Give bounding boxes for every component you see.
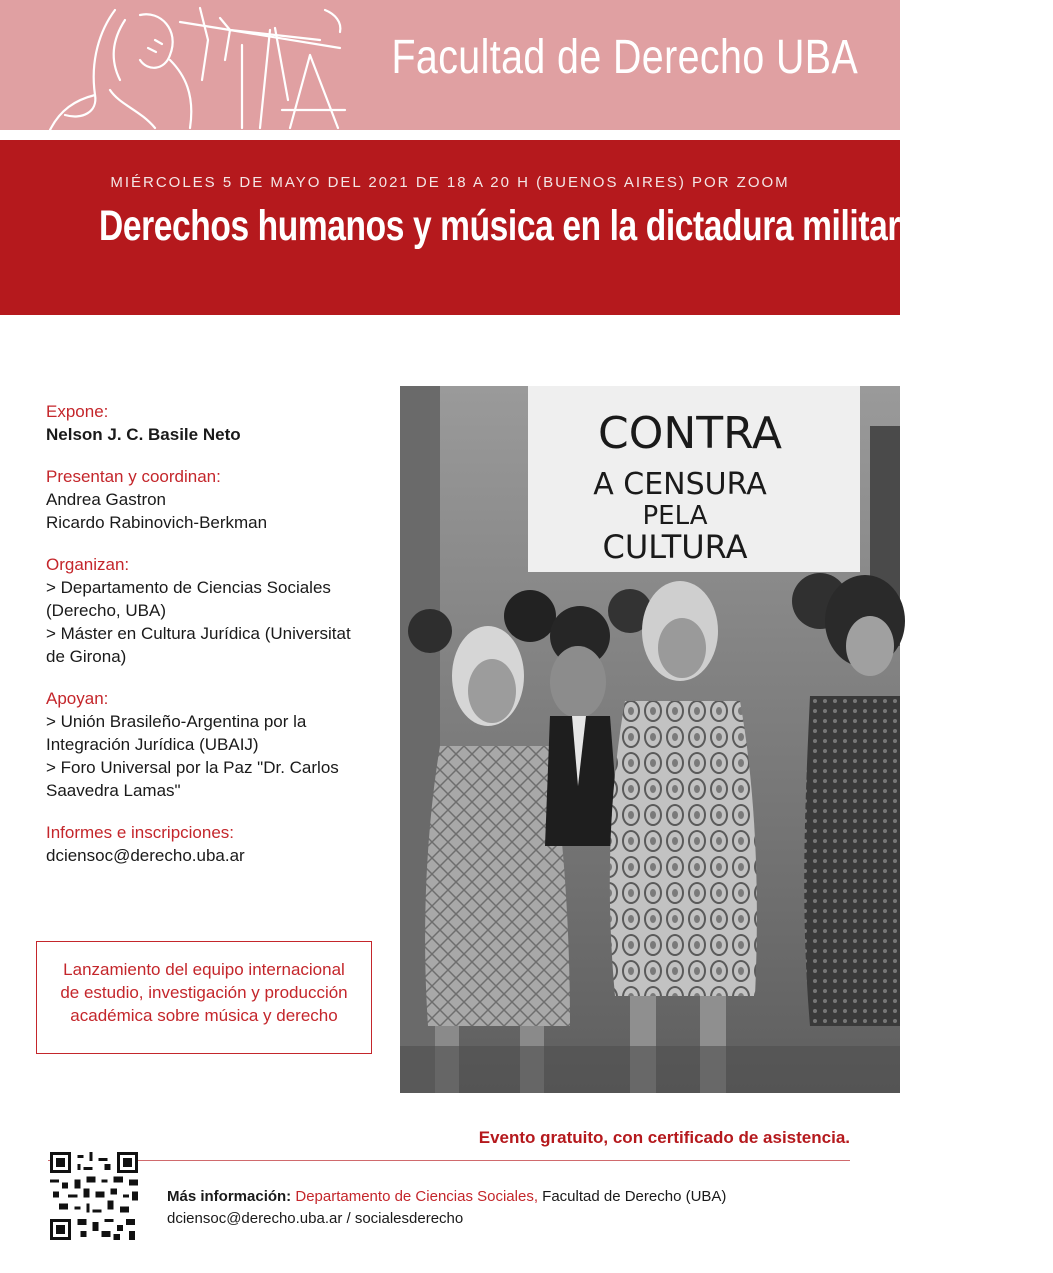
launch-line: Lanzamiento del equipo internacional	[63, 960, 345, 979]
supporters-label: Apoyan:	[46, 689, 109, 708]
speaker-name: Nelson J. C. Basile Neto	[46, 425, 241, 444]
justice-figure-logo-icon	[20, 0, 360, 130]
event-dateline: MIÉRCOLES 5 DE MAYO DEL 2021 DE 18 A 20 H (BUENOS AIRES) POR ZOOM	[110, 174, 790, 191]
sign-text-line: A CENSURA	[593, 467, 767, 502]
organizer-line: > Máster en Cultura Jurídica (Universitat	[46, 624, 351, 643]
event-title-band	[0, 140, 1053, 315]
contact-line: dciensoc@derecho.uba.ar / socialesderecho	[167, 1210, 464, 1227]
coordinator-name: Andrea Gastron	[46, 490, 167, 509]
protest-photo	[400, 386, 900, 1093]
supporter-line: > Foro Universal por la Paz "Dr. Carlos	[46, 758, 339, 777]
more-info-block	[167, 1186, 726, 1230]
coordinators-section	[46, 465, 376, 534]
sign-text-line: PELA	[642, 501, 708, 531]
organizers-section	[46, 553, 376, 668]
organizer-line: (Derecho, UBA)	[46, 601, 166, 620]
sign-text-line: CULTURA	[602, 528, 748, 566]
registration-section	[46, 821, 376, 867]
speaker-label: Expone:	[46, 402, 109, 421]
faculty-title: Facultad de Derecho UBA	[391, 31, 858, 84]
registration-email: dciensoc@derecho.uba.ar	[46, 846, 245, 865]
supporters-section	[46, 687, 376, 802]
launch-line: académica sobre música y derecho	[70, 1006, 338, 1025]
more-info-line	[167, 1186, 726, 1208]
coordinators-label: Presentan y coordinan:	[46, 467, 221, 486]
protest-photo-image	[400, 386, 900, 1093]
free-event-note: Evento gratuito, con certificado de asistencia.	[478, 1128, 850, 1147]
coordinator-name: Ricardo Rabinovich-Berkman	[46, 513, 268, 532]
supporter-line: > Unión Brasileño-Argentina por la	[46, 712, 307, 731]
footer-divider	[48, 1160, 850, 1161]
header-band	[0, 0, 900, 130]
organizer-line: de Girona)	[46, 647, 127, 666]
registration-label: Informes e inscripciones:	[46, 823, 235, 842]
more-info-faculty: Facultad de Derecho (UBA)	[538, 1188, 727, 1205]
event-info	[46, 400, 376, 886]
organizer-line: > Departamento de Ciencias Sociales	[46, 578, 331, 597]
sign-text-line: CONTRA	[597, 408, 783, 459]
launch-line: de estudio, investigación y producción	[60, 983, 348, 1002]
supporter-line: Integración Jurídica (UBAIJ)	[46, 735, 259, 754]
speaker-section	[46, 400, 376, 446]
launch-announcement-box	[36, 941, 372, 1054]
event-title: Derechos humanos y música en la dictadura militar brasileña	[99, 202, 1053, 250]
qr-code-icon	[50, 1152, 138, 1240]
more-info-department: Departamento de Ciencias Sociales,	[295, 1188, 538, 1205]
supporter-line: Saavedra Lamas"	[46, 781, 181, 800]
more-info-label: Más información:	[167, 1188, 292, 1205]
organizers-label: Organizan:	[46, 555, 130, 574]
